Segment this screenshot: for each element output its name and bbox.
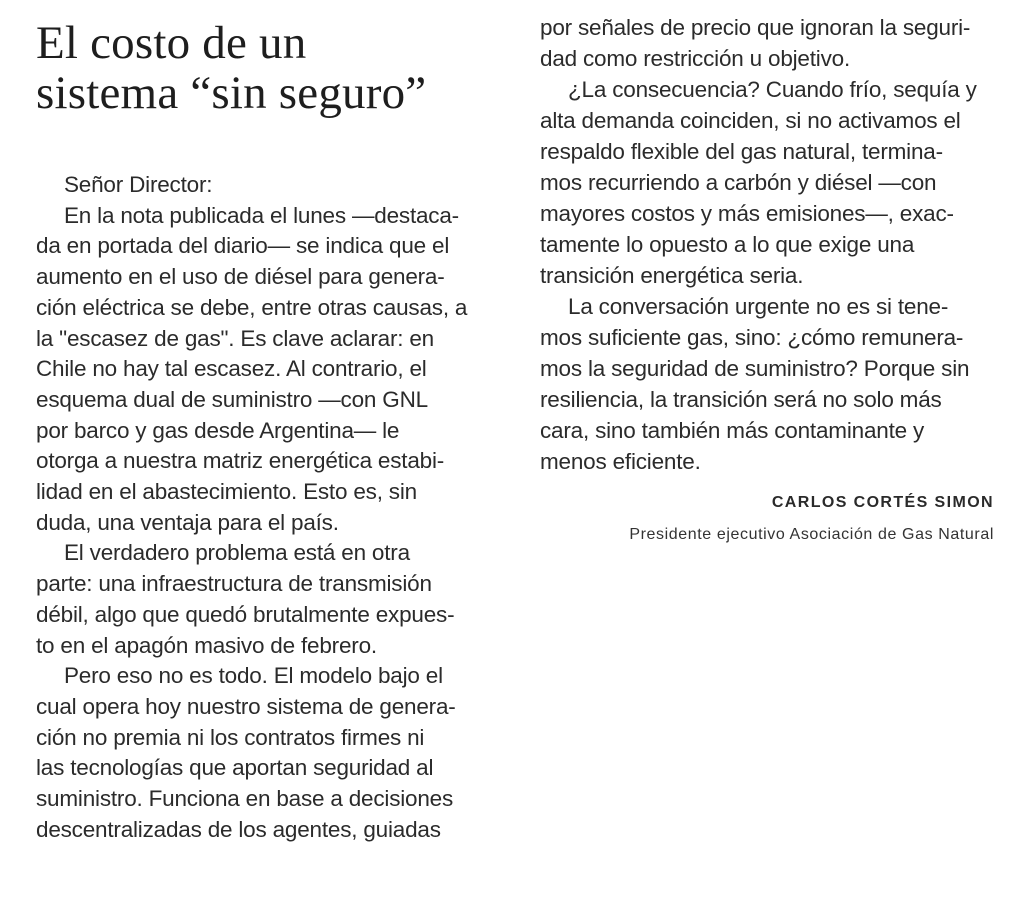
paragraph-line: Chile no hay tal escasez. Al contrario, el — [36, 356, 427, 382]
paragraph-line: ¿La consecuencia? Cuando frío, sequía y — [568, 77, 977, 102]
paragraph-line: la "escasez de gas". Es clave aclarar: en — [36, 325, 434, 351]
paragraph-line: cual opera hoy nuestro sistema de genera- — [36, 693, 456, 719]
paragraph-line: mayores costos y más emisiones—, exac- — [540, 201, 954, 226]
paragraph-line: cara, sino también más contaminante y — [540, 418, 925, 443]
paragraph-line: La conversación urgente no es si tene- — [568, 294, 949, 319]
headline-line: El costo de un — [36, 17, 307, 69]
paragraph-line: mos la seguridad de suministro? Porque sin — [540, 356, 970, 381]
paragraph-line: menos eficiente. — [540, 449, 701, 474]
paragraph-line: tamente lo opuesto a lo que exige una — [540, 232, 915, 257]
paragraph-line: to en el apagón masivo de febrero. — [36, 632, 377, 658]
headline — [36, 18, 506, 118]
paragraph-line: débil, algo que quedó brutalmente expues- — [36, 601, 455, 627]
author-name: CARLOS CORTÉS SIMON — [771, 494, 994, 511]
paragraph-line: Pero eso no es todo. El modelo bajo el — [64, 663, 443, 689]
paragraph-line: esquema dual de suministro —con GNL — [36, 386, 428, 412]
paragraph-line: por barco y gas desde Argentina— le — [36, 417, 400, 443]
paragraph-line: alta demanda coinciden, si no activamos el — [540, 108, 961, 133]
paragraph-line: suministro. Funciona en base a decisiones — [36, 786, 454, 812]
author-title: Presidente ejecutivo Asociación de Gas Natural — [629, 526, 994, 543]
paragraph-line: parte: una infraestructura de transmisión — [36, 571, 432, 597]
paragraph-line: por señales de precio que ignoran la seguri- — [540, 15, 971, 40]
paragraph-line: dad como restricción u objetivo. — [540, 46, 851, 71]
headline-line: sistema “sin seguro” — [36, 67, 427, 119]
paragraph-line: las tecnologías que aportan seguridad al — [36, 755, 434, 781]
paragraph-line: mos suficiente gas, sino: ¿cómo remunera- — [540, 325, 964, 350]
paragraph-line: resiliencia, la transición será no solo más — [540, 387, 942, 412]
paragraph-line: ción no premia ni los contratos firmes ni — [36, 724, 425, 750]
paragraph-line: da en portada del diario— se indica que el — [36, 233, 450, 259]
paragraph-line: transición energética seria. — [540, 263, 804, 288]
paragraph-line: lidad en el abastecimiento. Esto es, sin — [36, 479, 417, 505]
paragraph-line: aumento en el uso de diésel para genera- — [36, 264, 445, 290]
paragraph-line: El verdadero problema está en otra — [64, 540, 410, 566]
paragraph-line: descentralizadas de los agentes, guiadas — [36, 816, 441, 842]
paragraph-line: otorga a nuestra matriz energética estabi- — [36, 448, 445, 474]
signature-block — [629, 490, 994, 548]
salutation: Señor Director: — [64, 172, 213, 197]
paragraph-line: En la nota publicada el lunes —destaca- — [64, 202, 459, 228]
paragraph-line: duda, una ventaja para el país. — [36, 509, 339, 535]
paragraph-line: mos recurriendo a carbón y diésel —con — [540, 170, 937, 195]
left-column — [36, 170, 506, 845]
right-column — [540, 12, 1000, 477]
paragraph-line: ción eléctrica se debe, entre otras causas, a — [36, 294, 468, 320]
paragraph-line: respaldo flexible del gas natural, termina- — [540, 139, 943, 164]
